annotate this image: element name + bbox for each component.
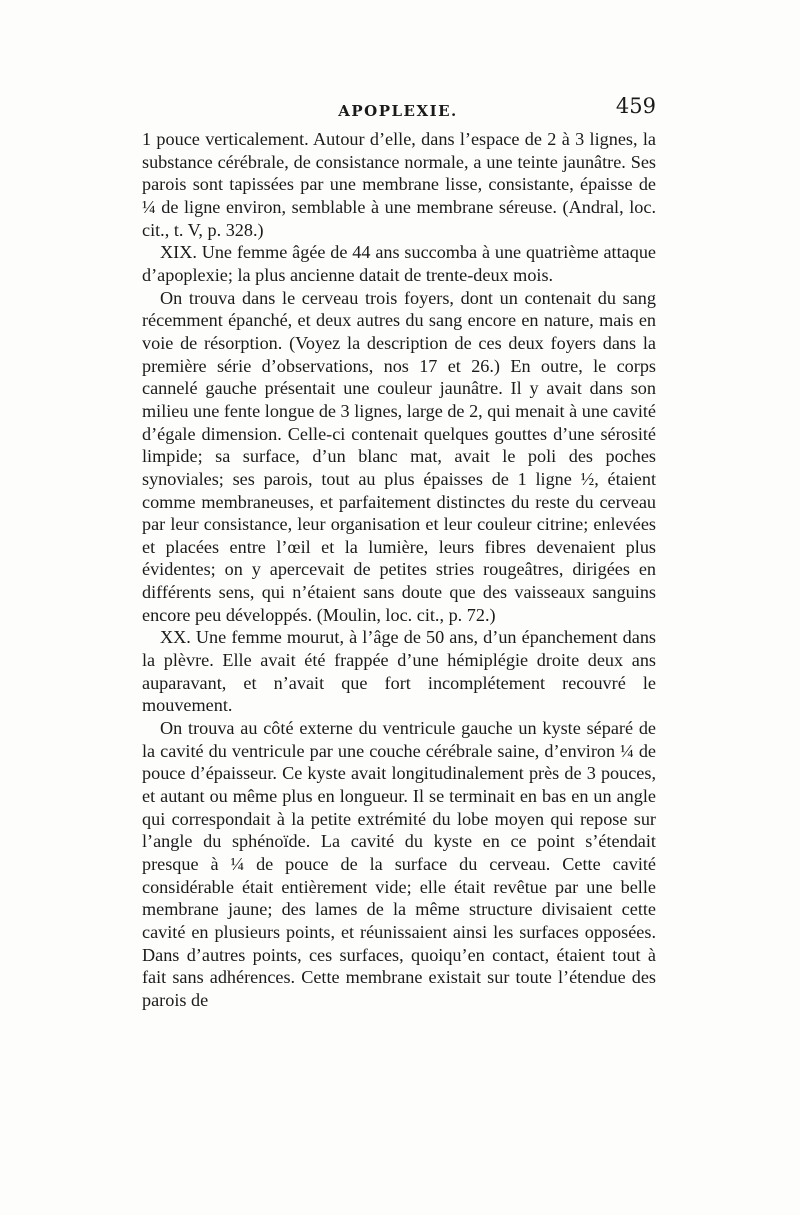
paragraph: On trouva au côté externe du ventricule gauche un kyste séparé de la cavité du ventricule par une couche cérébrale saine, d’environ ¼ de pouce d’épaisseur. Ce kyste avait longitudinalement près de 3 pouces, et autant ou même plus en longueur. Il se terminait en bas en un angle qui correspondait à la petite extrémité du lobe moyen qui repose sur l’angle du sphénoïde. La cavité du kyste en ce point s’étendait presque à ¼ de pouce de la surface du cerveau. Cette cavité considérable était entièrement vide; elle était revêtue par une belle membrane jaune; des lames de la même structure divisaient cette cavité en plusieurs points, et réunissaient ainsi les surfaces opposées. Dans d’autres points, ces surfaces, quoiqu’en contact, étaient tout à fait sans adhérences. Cette membrane existait sur toute l’étendue des parois de bbox=[142, 718, 656, 1010]
running-title: APOPLEXIE. bbox=[338, 102, 458, 120]
paragraph: XX. Une femme mourut, à l’âge de 50 ans, d’un épanchement dans la plèvre. Elle avait été frappée d’une hémiplégie droite deux ans auparavant, et n’avait que fort incomplétement recouvré le mouvement. bbox=[142, 627, 656, 716]
body-text bbox=[142, 128, 656, 1012]
paragraph: XIX. Une femme âgée de 44 ans succomba à une quatrième attaque d’apoplexie; la plus ancienne datait de trente-deux mois. bbox=[142, 242, 656, 285]
page-number: 459 bbox=[615, 94, 656, 118]
running-head bbox=[140, 94, 656, 124]
paragraph: 1 pouce verticalement. Autour d’elle, dans l’espace de 2 à 3 lignes, la substance cérébrale, de consistance normale, a une teinte jaunâtre. Ses parois sont tapissées par une membrane lisse, consistante, épaisse de ¼ de ligne environ, semblable à une membrane séreuse. (Andral, loc. cit., t. V, p. 328.) bbox=[142, 129, 656, 240]
paragraph: On trouva dans le cerveau trois foyers, dont un contenait du sang récemment épanché, et deux autres du sang encore en nature, mais en voie de résorption. (Voyez la description de ces deux foyers dans la première série d’observations, nos 17 et 26.) En outre, le corps cannelé gauche présentait une couleur jaunâtre. Il y avait dans son milieu une fente longue de 3 lignes, large de 2, qui menait à une cavité d’égale dimension. Celle-ci contenait quelques gouttes d’une sérosité limpide; sa surface, d’un blanc mat, avait le poli des poches synoviales; ses parois, tout au plus épaisses de 1 ligne ½, étaient comme membraneuses, et parfaitement distinctes du reste du cerveau par leur consistance, leur organisation et leur couleur citrine; enlevées et placées entre l’œil et la lumière, leurs fibres devenaient plus évidentes; on y apercevait de petites stries rougeâtres, dirigées en différents sens, qui n’étaient sans doute que des vaisseaux sanguins encore peu développés. (Moulin, loc. cit., p. 72.) bbox=[142, 287, 656, 625]
